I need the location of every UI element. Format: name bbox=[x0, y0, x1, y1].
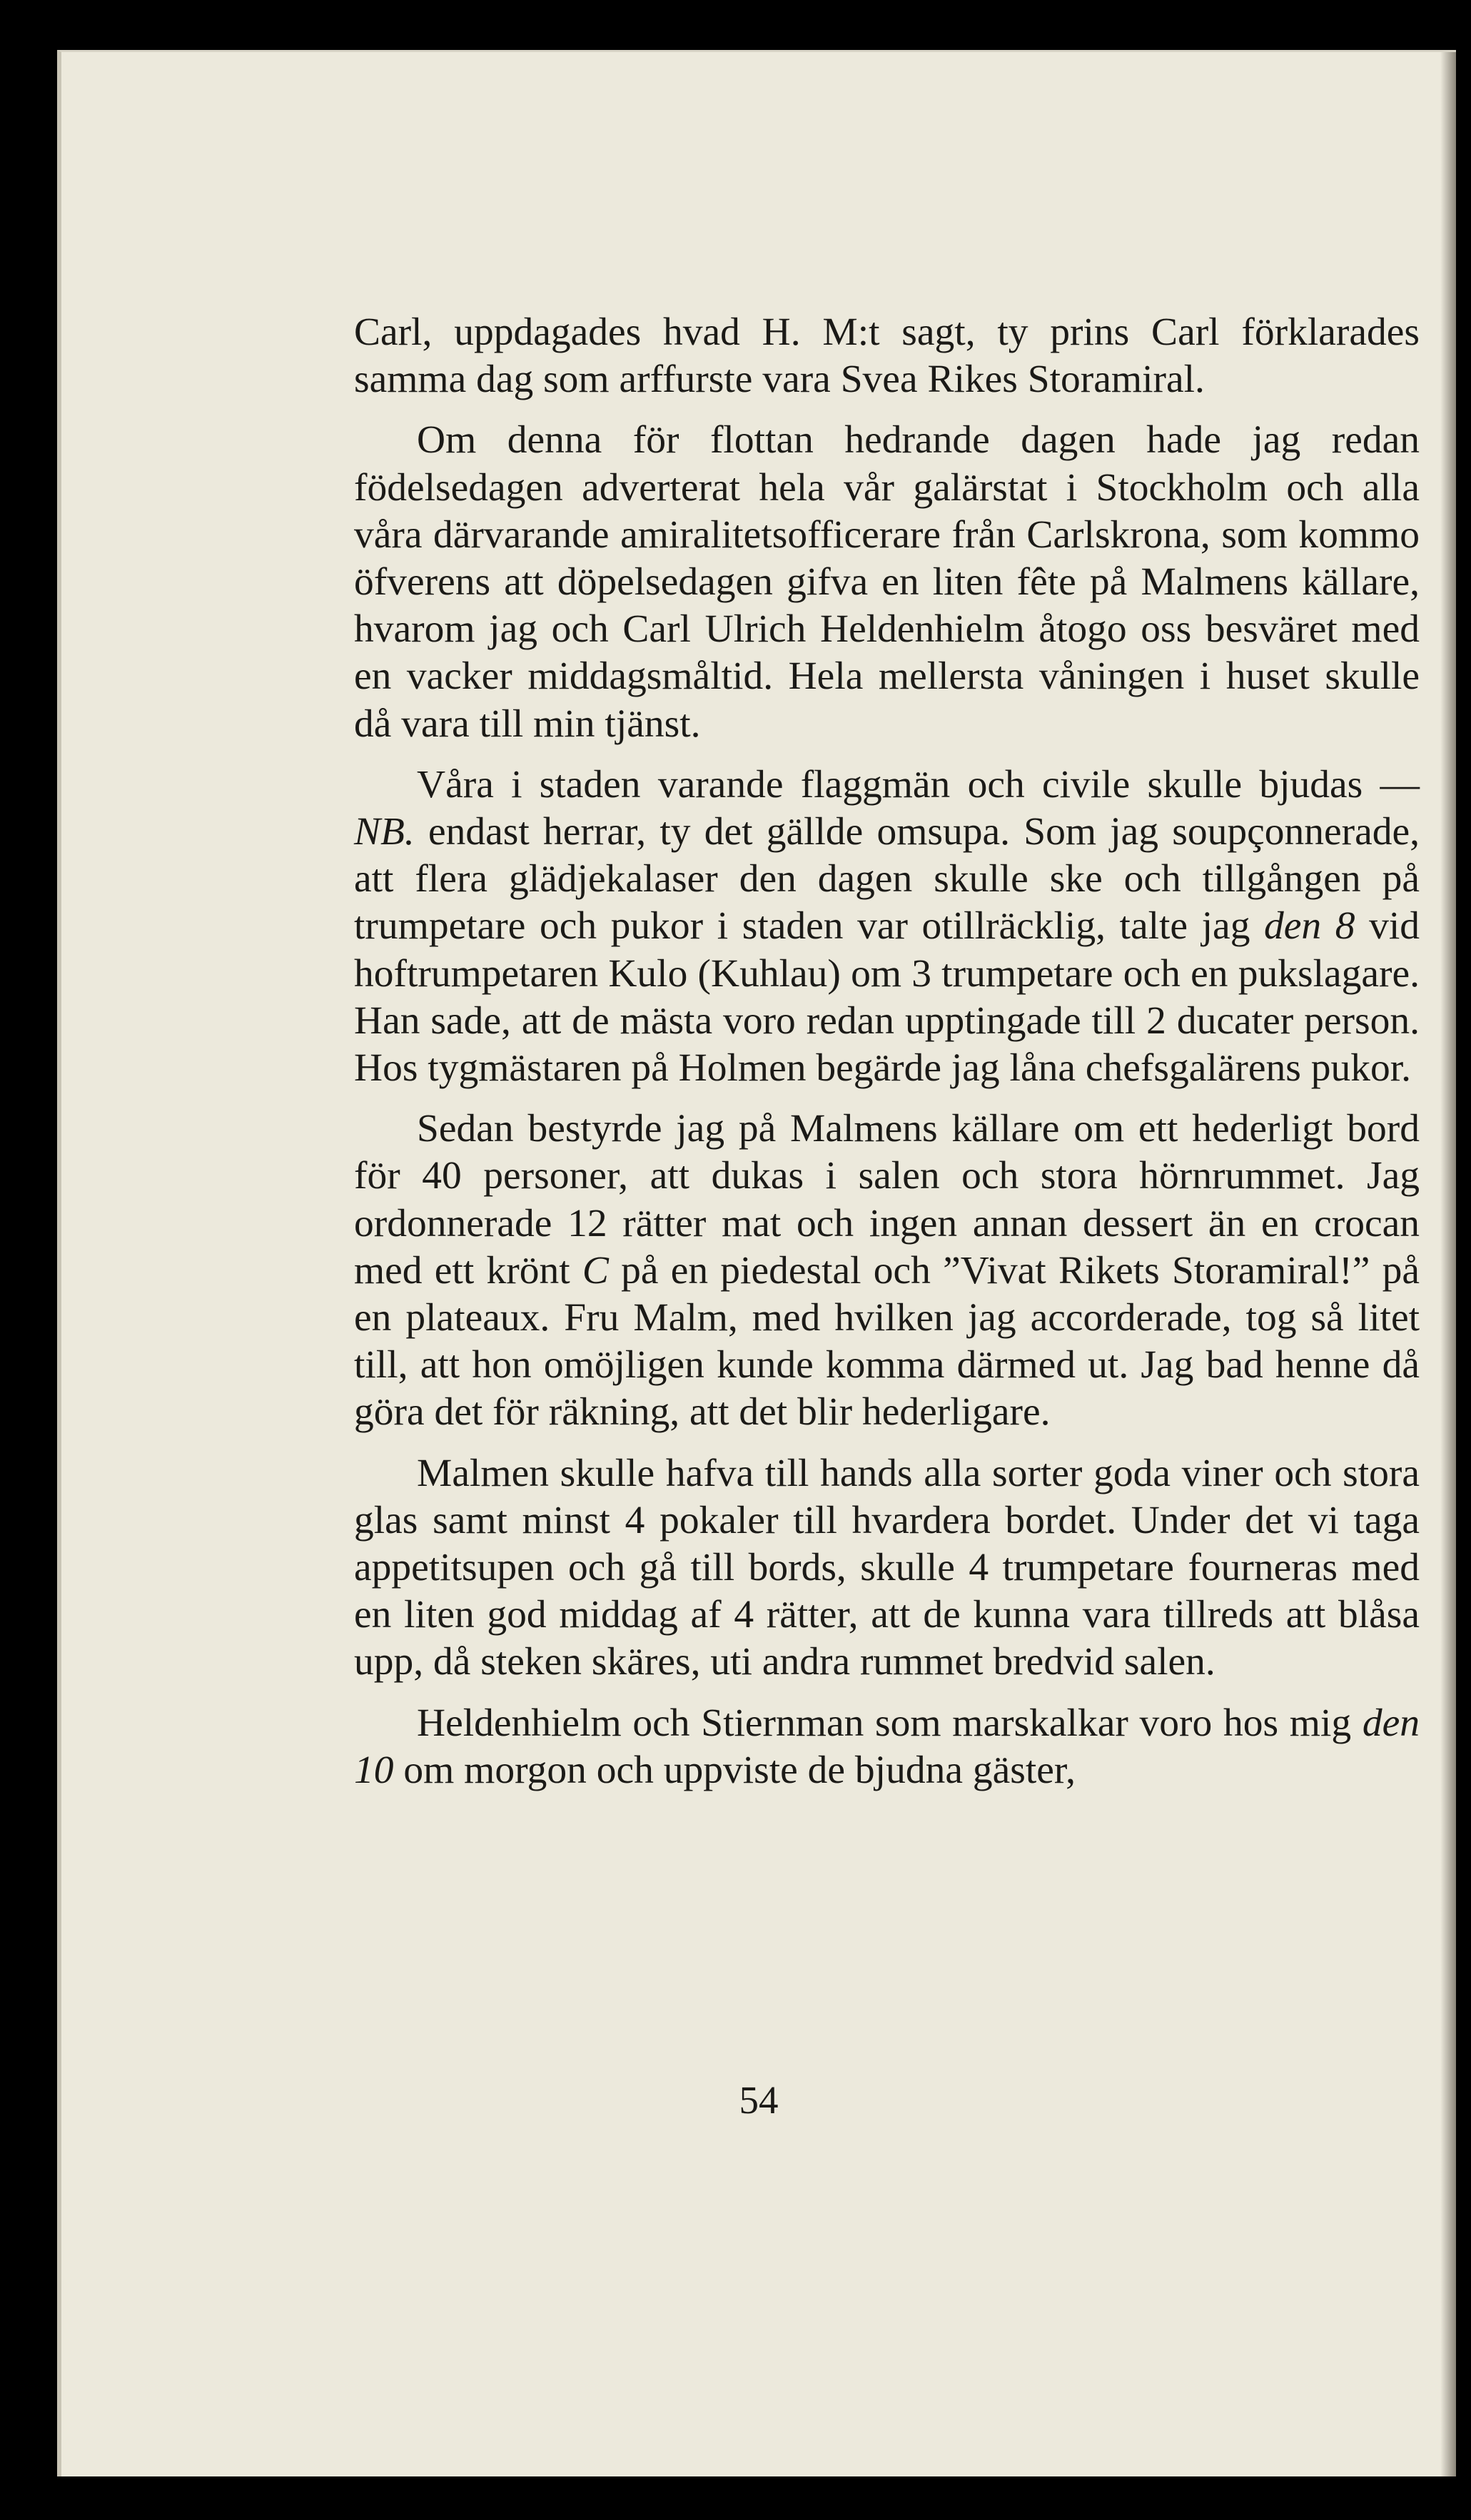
italic-date: den 8 bbox=[1264, 904, 1355, 948]
page-paper bbox=[57, 50, 1456, 2476]
paragraph-5: Malmen skulle hafva till hands alla sorter goda viner och stora glas samt minst 4 pokaler till hvardera bordet. Under det vi taga appetitsupen och gå till bords, skulle 4 trumpetare fourneras med en liten god middag af 4 rätter, att de kunna vara tillreds att blåsa upp, då steken skäres, uti andra rummet bredvid salen. bbox=[354, 1451, 1420, 1684]
page-number: 54 bbox=[739, 2078, 779, 2122]
body-text bbox=[354, 309, 1420, 1808]
paragraph-4: Sedan bestyrde jag på Malmens källare om ett hederligt bord för 40 personer, att dukas i salen och stora hörnrummet. Jag ordonnerade 12 rätter mat och ingen annan dessert än en crocan med ett krönt C på en piedestal och ”Vivat Rikets Storamiral!” på en plateaux. Fru Malm, med hvilken jag accorderade, tog så litet till, att hon omöjligen kunde komma därmed ut. Jag bad henne då göra det för räkning, att det blir hederligare. bbox=[354, 1107, 1420, 1434]
paragraph-1: Carl, uppdagades hvad H. M:t sagt, ty prins Carl förklarades samma dag som arffurste vara Svea Rikes Storamiral. bbox=[354, 310, 1420, 402]
italic-date: den 10 bbox=[354, 1701, 1420, 1792]
paragraph-3: Våra i staden varande flaggmän och civile skulle bjudas — NB. endast herrar, ty det gällde omsupa. Som jag soupçonnerade, att flera glädjekalaser den dagen skulle ske och tillgången på trumpetare och pukor i staden var otillräcklig, talte jag den 8 vid hoftrumpetaren Kulo (Kuhlau) om 3 trumpetare och en pukslagare. Han sade, att de mästa voro redan upptingade till 2 ducater person. Hos tygmästaren på Holmen begärde jag låna chefsgalärens pukor. bbox=[354, 762, 1420, 1091]
italic-nb: NB. bbox=[354, 810, 415, 854]
paragraph-6: Heldenhielm och Stiernman som marskalkar voro hos mig den 10 om morgon och uppviste de bjudna gäster, bbox=[354, 1701, 1420, 1792]
italic-letter: C bbox=[582, 1248, 609, 1292]
paragraph-2: Om denna för flottan hedrande dagen hade jag redan födelsedagen adverterat hela vår galärstat i Stockholm och alla våra därvarande amiralitetsofficerare från Carlskrona, som kommo öfverens att döpelsedagen gifva en liten fête på Malmens källare, hvarom jag och Carl Ulrich Heldenhielm åtogo oss besväret med en vacker middagsmåltid. Hela mellersta våningen i huset skulle då vara till min tjänst. bbox=[354, 418, 1420, 746]
